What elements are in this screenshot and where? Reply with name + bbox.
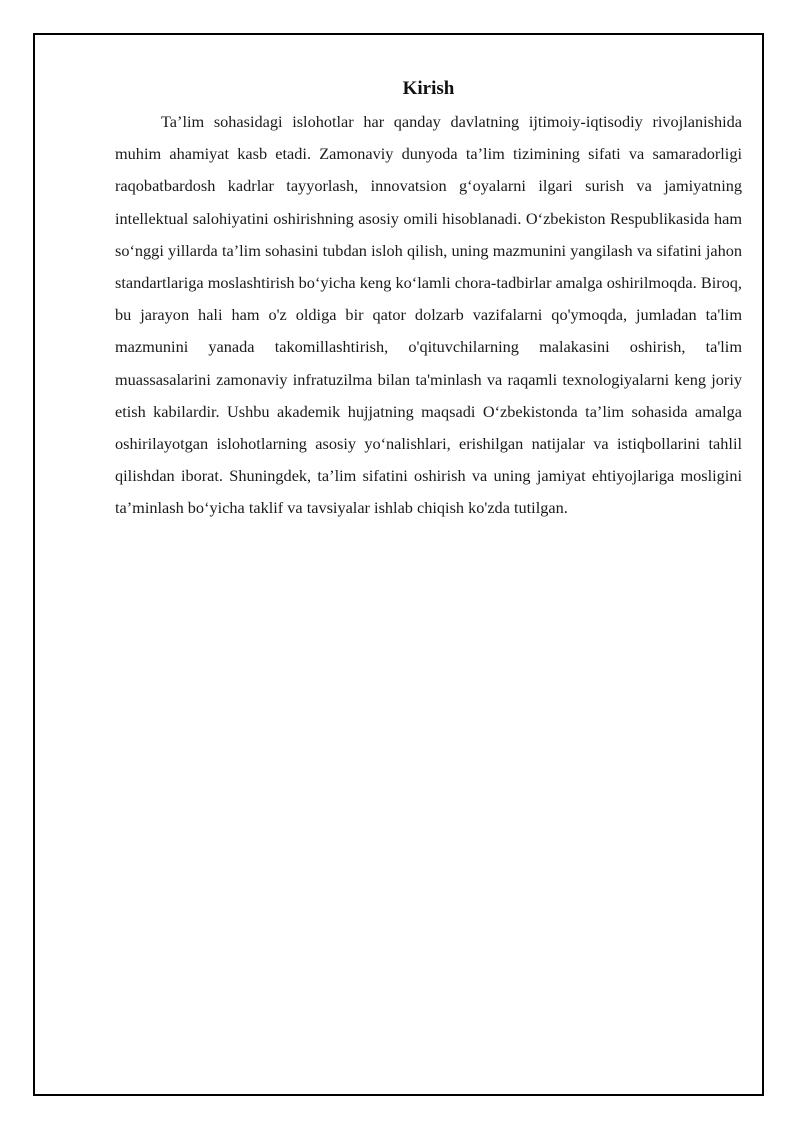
body-paragraph: Ta’lim sohasidagi islohotlar har qanday davlatning ijtimoiy-iqtisodiy rivojlanishida muhim ahamiyat kasb etadi. Zamonaviy dunyoda ta’lim tizimining sifati va samaradorligi raqobatbardosh kadrlar tayyorlash, innovatsion g‘oyalarni ilgari surish va jamiyatning intellektual salohiyatini oshirishning asosiy omili hisoblanadi. O‘zbekiston Respublikasida ham so‘nggi yillarda ta’lim sohasini tubdan isloh qilish, uning mazmunini yangilash va sifatini jahon standartlariga moslashtirish bo‘yicha keng ko‘lamli chora-tadbirlar amalga oshirilmoqda. Biroq, bu jarayon hali ham o'z oldiga bir qator dolzarb vazifalarni qo'ymoqda, jumladan ta'lim mazmunini yanada takomillashtirish, o'qituvchilarning malakasini oshirish, ta'lim muassasalarini zamonaviy infratuzilma bilan ta'minlash va raqamli texnologiyalarni keng joriy etish kabilardir. Ushbu akademik hujjatning maqsadi O‘zbekistonda ta’lim sohasida amalga oshirilayotgan islohotlarning asosiy yo‘nalishlari, erishilgan natijalar va istiqbollarini tahlil qilishdan iborat. Shuningdek, ta’lim sifatini oshirish va uning jamiyat ehtiyojlariga mosligini ta’minlash bo‘yicha taklif va tavsiyalar ishlab chiqish ko'zda tutilgan. bbox=[115, 112, 742, 518]
section-heading: Kirish bbox=[402, 78, 455, 99]
document-body bbox=[115, 76, 742, 525]
